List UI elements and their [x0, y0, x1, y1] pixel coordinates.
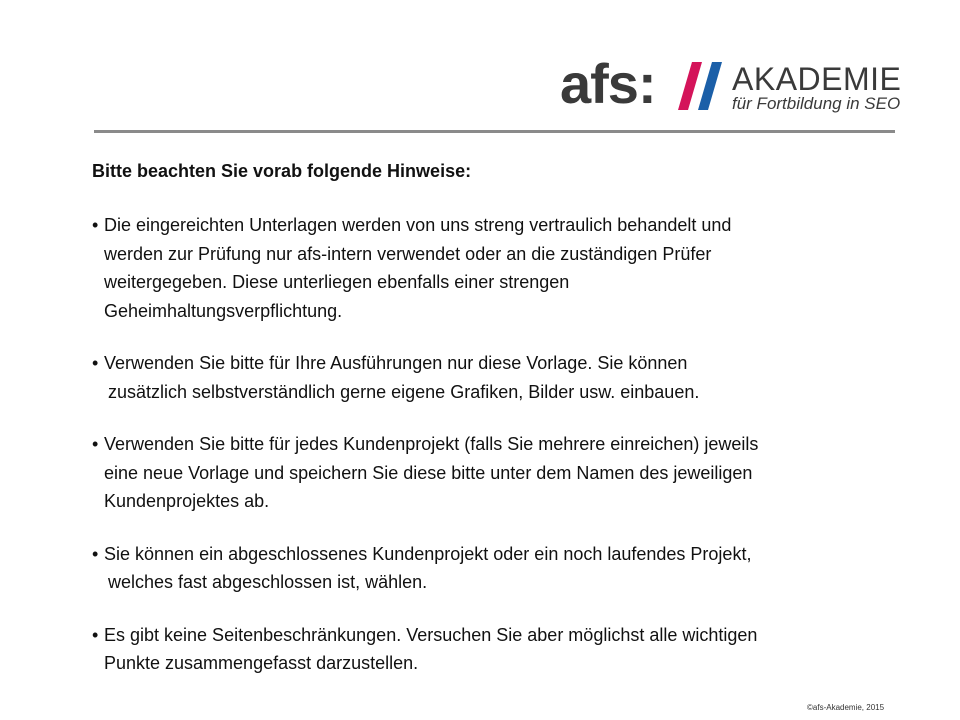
header-divider: [94, 130, 895, 133]
logo-subtitle: für Fortbildung in SEO: [732, 94, 901, 113]
document-heading: Bitte beachten Sie vorab folgende Hinweise:: [92, 161, 472, 181]
document-body: [92, 157, 922, 678]
bullet-dot-icon: •: [92, 434, 99, 454]
bullet-item: [92, 211, 922, 325]
bullet-line: Kundenprojektes ab.: [104, 491, 270, 511]
bullet-dot-icon: •: [92, 353, 99, 373]
bullet-line: welches fast abgeschlossen ist, wählen.: [108, 572, 428, 592]
bullet-dot-icon: •: [92, 543, 99, 564]
bullet-line: werden zur Prüfung nur afs-intern verwendet oder an die zuständigen Prüfer: [104, 243, 712, 264]
bullet-line: Es gibt keine Seitenbeschränkungen. Versuchen Sie aber möglichst alle wichtigen: [104, 624, 758, 645]
bullet-line: Verwenden Sie bitte für jedes Kundenprojekt (falls Sie mehrere einreichen) jeweils: [104, 434, 759, 454]
bullet-item: [92, 430, 922, 516]
bullet-item: [92, 540, 922, 597]
bullet-line: zusätzlich selbstverständlich gerne eigene Grafiken, Bilder usw. einbauen.: [108, 381, 700, 402]
copyright-notice: ©afs-Akademie, 2015: [807, 703, 885, 712]
bullet-dot-icon: •: [92, 215, 99, 235]
bullet-line: Punkte zusammengefasst darzustellen.: [104, 653, 419, 673]
bullet-line: weitergegeben. Diese unterliegen ebenfalls einer strengen: [104, 272, 570, 292]
logo-afs-wordmark: afs:: [560, 52, 656, 115]
bullet-line: eine neue Vorlage und speichern Sie diese bitte unter dem Namen des jeweiligen: [104, 462, 753, 483]
bullet-item: [92, 349, 922, 406]
bullet-dot-icon: •: [92, 624, 99, 645]
logo-slashes-icon: [678, 62, 726, 110]
bullet-line: Sie können ein abgeschlossenes Kundenprojekt oder ein noch laufendes Projekt,: [104, 543, 752, 564]
bullet-item: [92, 621, 922, 678]
bullet-line: Die eingereichten Unterlagen werden von uns streng vertraulich behandelt und: [104, 215, 732, 235]
bullet-line: Geheimhaltungsverpflichtung.: [104, 300, 343, 321]
logo-akademie-title: AKADEMIE: [732, 61, 902, 97]
bullet-line: Verwenden Sie bitte für Ihre Ausführungen nur diese Vorlage. Sie können: [104, 353, 688, 373]
